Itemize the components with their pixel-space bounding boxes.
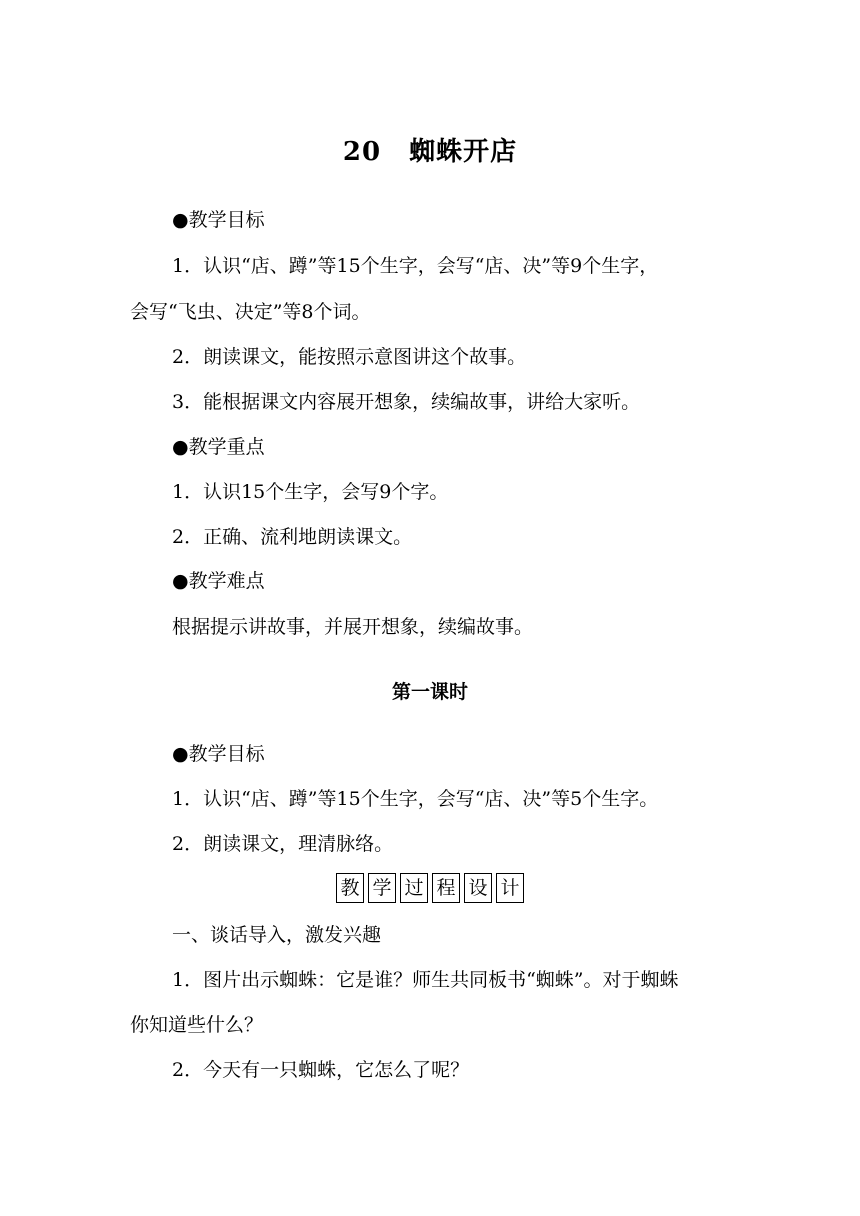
lesson-title: 蜘蛛开店: [409, 137, 518, 167]
boxed-char: 过: [400, 873, 428, 903]
goal-line: 2．朗读课文，能按照示意图讲这个故事。: [172, 346, 527, 368]
design-boxed-heading: [0, 873, 860, 903]
section-item-line: 你知道些什么？: [130, 1014, 264, 1036]
boxed-char: 教: [336, 873, 364, 903]
key-points-heading: ●教学重点: [172, 436, 265, 458]
goals-heading: ●教学目标: [172, 209, 265, 231]
page-title: [0, 134, 860, 170]
boxed-char: 学: [368, 873, 396, 903]
section-heading: 一、谈话导入，激发兴趣: [172, 924, 382, 946]
key-point-line: 2．正确、流利地朗读课文。: [172, 526, 413, 548]
lesson-goals-heading: ●教学目标: [172, 743, 265, 765]
lesson-subtitle: 第一课时: [391, 681, 468, 703]
key-point-line: 1．认识15个生字，会写9个字。: [172, 481, 449, 503]
difficulty-text: 根据提示讲故事，并展开想象，续编故事。: [172, 616, 534, 638]
goal-line: 会写“飞虫、决定”等8个词。: [130, 301, 371, 323]
boxed-char: 程: [432, 873, 460, 903]
lesson-number: 20: [342, 137, 382, 167]
lesson-goal-line: 2．朗读课文，理清脉络。: [172, 833, 394, 855]
difficulty-heading: ●教学难点: [172, 570, 265, 592]
boxed-char: 计: [496, 873, 524, 903]
section-item-line: 2．今天有一只蜘蛛，它怎么了呢？: [172, 1059, 470, 1081]
goal-line: 1．认识“店、蹲”等15个生字，会写“店、决”等9个生字，: [172, 255, 659, 277]
section-item-line: 1．图片出示蜘蛛：它是谁？师生共同板书“蜘蛛”。对于蜘蛛: [172, 969, 679, 991]
goal-line: 3．能根据课文内容展开想象，续编故事，讲给大家听。: [172, 391, 641, 413]
boxed-char: 设: [464, 873, 492, 903]
lesson-goal-line: 1．认识“店、蹲”等15个生字，会写“店、决”等5个生字。: [172, 788, 659, 810]
